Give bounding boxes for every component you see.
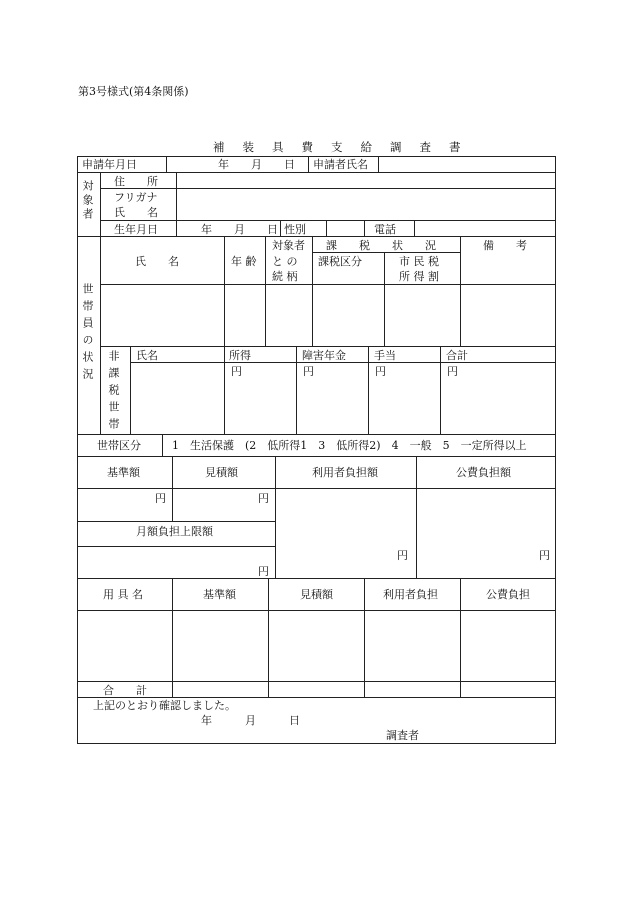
- border: [130, 362, 556, 363]
- border: [77, 578, 556, 579]
- border: [460, 236, 461, 346]
- border: [172, 578, 173, 698]
- confirmation-text: 上記のとおり確認しました。: [93, 699, 236, 712]
- border: [224, 236, 225, 346]
- public-burden-header: 公費負担額: [456, 466, 511, 479]
- relation-line3: 続 柄: [272, 270, 298, 283]
- border: [326, 220, 327, 236]
- yen-unit: 円: [375, 365, 386, 378]
- yen-unit: 円: [539, 549, 550, 562]
- item-estimate-header: 見積額: [300, 588, 333, 601]
- household-class-label: 世帯区分: [97, 439, 141, 452]
- border: [416, 456, 417, 578]
- document-title: 補装具費支給調査書: [213, 140, 479, 154]
- border: [77, 546, 275, 547]
- relation-line1: 対象者: [272, 239, 305, 252]
- relation-line2: と の: [272, 255, 298, 268]
- border: [77, 743, 556, 744]
- border: [555, 156, 556, 743]
- city-tax-line1: 市 民 税: [399, 255, 439, 268]
- name-label: 氏 名: [114, 206, 158, 219]
- investigator-label: 調査者: [386, 729, 419, 742]
- subject-label: 対象者: [81, 180, 94, 222]
- estimate-amount-header: 見積額: [205, 466, 238, 479]
- yen-unit: 円: [397, 549, 408, 562]
- nt-name-col: 氏名: [136, 349, 158, 362]
- birthdate-label: 生年月日: [114, 223, 158, 236]
- border: [100, 220, 556, 221]
- border: [378, 156, 379, 172]
- border: [162, 434, 163, 456]
- border: [77, 521, 275, 522]
- application-date-label: 申請年月日: [82, 158, 137, 171]
- remarks-col: 備 考: [483, 239, 527, 252]
- border: [280, 220, 281, 236]
- standard-amount-header: 基準額: [107, 466, 140, 479]
- border: [460, 578, 461, 698]
- nt-income-col: 所得: [229, 349, 251, 362]
- tax-status-header: 課 税 状 況: [326, 239, 436, 252]
- yen-unit: 円: [231, 365, 242, 378]
- yen-unit: 円: [447, 365, 458, 378]
- border: [77, 681, 556, 682]
- border: [77, 697, 556, 698]
- border: [265, 236, 266, 346]
- border: [312, 252, 460, 253]
- border: [100, 236, 101, 434]
- total-label: 合 計: [103, 684, 147, 697]
- border: [77, 610, 556, 611]
- item-public-burden-header: 公費負担: [486, 588, 530, 601]
- item-standard-header: 基準額: [203, 588, 236, 601]
- yen-unit: 円: [155, 492, 166, 505]
- household-age-col: 年 齢: [231, 255, 257, 268]
- border: [224, 346, 225, 434]
- yen-unit: 円: [258, 492, 269, 505]
- furigana-label: フリガナ: [114, 191, 158, 204]
- form-number: 第3号様式(第4条関係): [78, 85, 189, 98]
- nt-total-col: 合計: [446, 349, 468, 362]
- border: [77, 236, 556, 237]
- household-name-col: 氏 名: [135, 255, 179, 268]
- border: [100, 284, 556, 285]
- border: [176, 172, 177, 236]
- border: [268, 578, 269, 698]
- tax-class-col: 課税区分: [318, 255, 362, 268]
- nt-allowance-col: 手当: [374, 349, 396, 362]
- border: [77, 488, 556, 489]
- border: [77, 456, 556, 457]
- yen-unit: 円: [303, 365, 314, 378]
- border: [296, 346, 297, 434]
- sex-label: 性別: [284, 223, 306, 236]
- border: [414, 220, 415, 236]
- city-tax-line2: 所 得 割: [399, 270, 439, 283]
- item-name-header: 用 具 名: [103, 588, 143, 601]
- monthly-cap-label: 月額負担上限額: [136, 525, 213, 538]
- border: [77, 156, 556, 157]
- birthdate-value: 年 月 日: [201, 223, 278, 236]
- border: [77, 156, 78, 743]
- border: [77, 434, 556, 435]
- border: [440, 346, 441, 434]
- border: [100, 188, 556, 189]
- non-taxable-label: 非課税世帯: [107, 350, 120, 435]
- household-class-options: 1 生活保護 (2 低所得1 3 低所得2) 4 一般 5 一定所得以上: [172, 439, 527, 452]
- application-date-value: 年 月 日: [218, 158, 295, 171]
- border: [384, 252, 385, 346]
- border: [77, 172, 556, 173]
- border: [166, 156, 167, 172]
- address-label: 住 所: [114, 175, 158, 188]
- item-user-burden-header: 利用者負担: [383, 588, 438, 601]
- nt-pension-col: 障害年金: [302, 349, 346, 362]
- confirmation-date: 年 月 日: [201, 714, 300, 727]
- border: [100, 172, 101, 236]
- border: [275, 456, 276, 578]
- household-label: 世帯員の状況: [81, 283, 94, 385]
- border: [364, 578, 365, 698]
- border: [368, 346, 369, 434]
- applicant-name-label: 申請者氏名: [313, 158, 368, 171]
- user-burden-header: 利用者負担額: [312, 466, 378, 479]
- yen-unit: 円: [258, 565, 269, 578]
- border: [308, 156, 309, 172]
- border: [364, 220, 365, 236]
- border: [100, 346, 556, 347]
- border: [130, 346, 131, 434]
- phone-label: 電話: [374, 223, 396, 236]
